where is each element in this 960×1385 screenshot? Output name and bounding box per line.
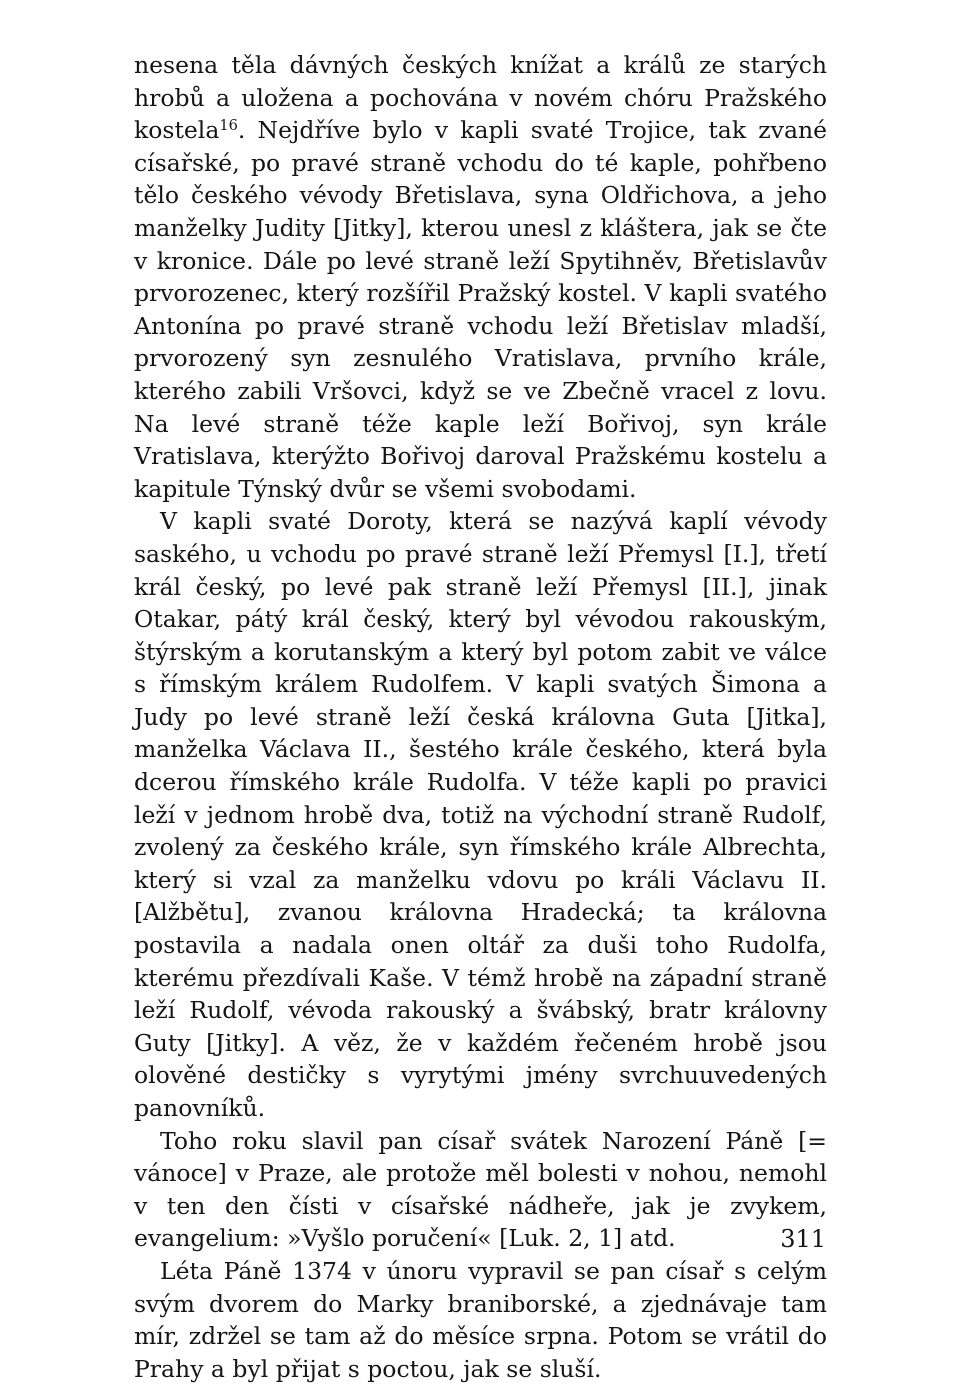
paragraph-1-text-start: nesena těla dávných českých knížat a králů ze starých hrobů a uložena a pochována v novém chóru Pražského kostela xyxy=(134,51,827,145)
page-number: 311 xyxy=(780,1225,826,1253)
paragraph-3: Toho roku slavil pan císař svátek Narození Páně [= vánoce] v Praze, ale protože měl bolesti v nohou, nemohl v ten den čísti v císařské nádheře, jak je zvykem, evangelium: »Vyšlo poručení« [Luk. 2, 1] atd. xyxy=(134,1126,827,1253)
paragraph-1-text-end: . Nejdříve bylo v kapli svaté Trojice, tak zvané císařské, po pravé straně vchodu do té kaple, pohřbeno tělo českého vévody Břetislava, syna Oldřichova, a jeho manželky Judity [Jitky], kterou unesl z kláštera, jak se čte v kronice. Dále po levé straně leží Spytihněv, Břetislavův prvorozenec, který rozšířil Pražský kostel. V kapli svatého Antonína po pravé straně vchodu leží Břetislav mladší, prvorozený syn zesnulého Vratislava, prvního krále, kterého zabili Vršovci, když se ve Zbečně vracel z lovu. Na levé straně téže kaple leží Bořivoj, syn krále Vratislava, kterýžto Bořivoj daroval Pražskému kostelu a kapitule Týnský dvůr se všemi svobodami. xyxy=(134,116,827,503)
paragraph-2: V kapli svaté Doroty, která se nazývá kaplí vévody saského, u vchodu po pravé straně leží Přemysl [I.], třetí král český, po levé pak straně leží Přemysl [II.], jinak Otakar, pátý král český, který byl vévodou rakouským, štýrským a korutanským a který byl potom zabit ve válce s římským králem Rudolfem. V kapli svatých Šimona a Judy po levé straně leží česká královna Guta [Jitka], manželka Václava II., šestého krále českého, která byla dcerou římského krále Rudolfa. V téže kapli po pravici leží v jednom hrobě dva, totiž na východní straně Rudolf, zvolený za českého krále, syn římského krále Albrechta, který si vzal za manželku vdovu po králi Václavu II. [Alžbětu], zvanou královna Hradecká; ta královna postavila a nadala onen oltář za duši toho Rudolfa, kterému přezdívali Kaše. V témž hrobě na západní straně leží Rudolf, vévoda rakouský a švábský, bratr královny Guty [Jitky]. A věz, že v každém řečeném hrobě jsou olověné destičky s vyrytými jmény svrchuuvedených panovníků. xyxy=(134,507,827,1122)
footnote-reference[interactable]: 16 xyxy=(219,117,238,135)
paragraph-1 xyxy=(134,49,827,505)
page-body xyxy=(134,49,827,1385)
paragraph-4: Léta Páně 1374 v únoru vypravil se pan císař s celým svým dvorem do Marky braniborské, a zjednávaje tam mír, zdržel se tam až do měsíce srpna. Potom se vrátil do Prahy a byl přijat s poctou, jak se sluší. xyxy=(134,1256,827,1383)
